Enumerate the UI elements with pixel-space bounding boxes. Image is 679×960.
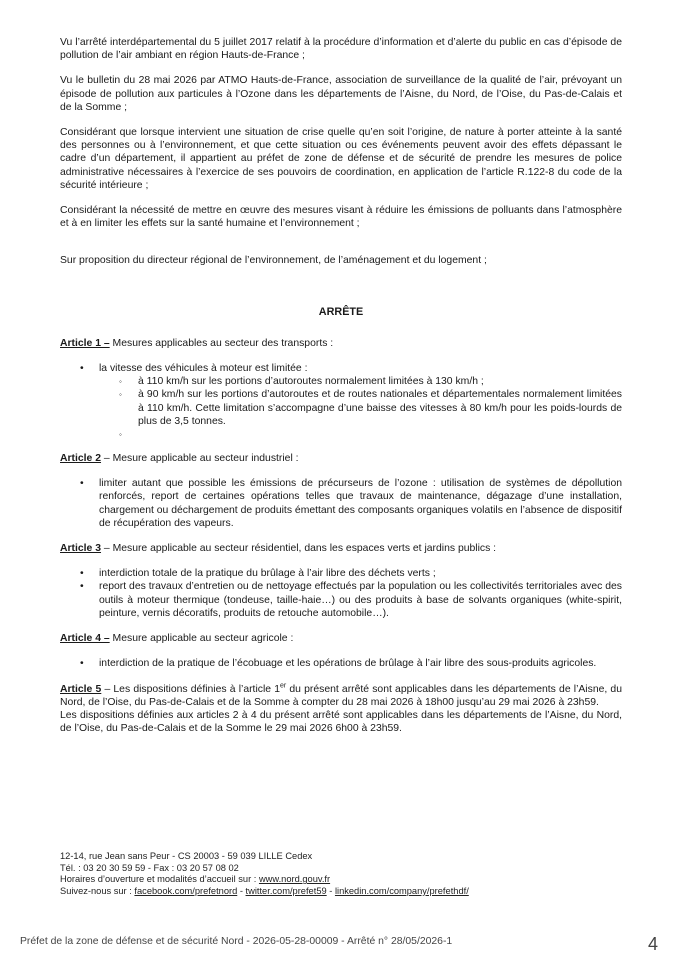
article-1-bullet: la vitesse des véhicules à moteur est limitée : [99,363,308,375]
document-body [60,36,622,735]
footer-separator: - [326,885,335,896]
article-2-label: Article 2 [60,453,102,465]
list-item-empty [99,428,622,440]
article-5-paragraph-2: Les dispositions définies aux articles 2 à 4 du présent arrêté sont applicables dans les départements de l’Aisne, du Nord, de l’Oise, du Pas-de-Calais et de la Somme le 29 mai 2026 6h00 à 23h59. [60,709,622,735]
article-2-list [60,477,622,530]
list-item: • interdiction de la pratique de l’écobuage et les opérations de brûlage à l’air libre des sous-produits agricoles. [60,657,622,670]
footer-separator: - [237,885,246,896]
article-4-label: Article 4 – [60,633,110,645]
footer-hours-label: Horaires d’ouverture et modalités d’accueil sur : [60,874,259,885]
list-item: ◦ à 110 km/h sur les portions d’autoroutes normalement limitées à 130 km/h ; [99,375,622,388]
footer-follow-label: Suivez-nous sur : [60,885,135,896]
article-3-heading [60,542,622,555]
article-4-heading [60,632,622,645]
article-5-sup: er [279,682,287,690]
list-item: • limiter autant que possible les émissions de précurseurs de l’ozone : utilisation de systèmes de dépollution renforcés, report de certaines opérations telles que travaux de maintenance, dégazage d’une installation, chargement ou déchargement de produits émettant des composants organiques volatils en l’absence de dispositif de récupération des vapeurs. [60,477,622,530]
article-3-list [60,567,622,620]
footer-address-block [60,851,469,897]
article-5-text-b: du présent arrêté sont applicables dans les départements de l’Aisne, du Nord, de l’Oise, du Pas-de-Calais et de la Somme à compter du 28 mai 2026 à 18h00 jusqu’au 29 mai 2026 à 23h59. [60,683,622,708]
consideration-1: Vu l’arrêté interdépartemental du 5 juillet 2017 relatif à la procédure d’information et d’alerte du public en cas d’épisode de pollution de l’air ambiant en région Hauts-de-France ; [60,37,622,62]
list-item: ◦ à 90 km/h sur les portions d’autoroutes et de routes nationales et départementales normalement limitées à 110 km/h. Cette limitation s’accompagne d’une baisse des vitesses à 80 km/h pour les poids-lourds de plus de 3,5 tonnes. [99,388,622,428]
twitter-link[interactable]: twitter.com/prefet59 [245,885,327,896]
decree-title: ARRÊTE [318,305,364,318]
website-link[interactable]: www.nord.gouv.fr [258,874,331,885]
article-2-heading [60,452,622,465]
footer-phone: Tél. : 03 20 30 59 59 - Fax : 03 20 57 08 02 [60,862,239,873]
article-1-list [60,362,622,440]
article-1-sublist [99,375,622,440]
article-1-label: Article 1 – [60,337,110,349]
footer-hours [60,874,469,886]
article-1-text: Mesures applicables au secteur des transports : [109,337,334,349]
article-5-label: Article 5 [60,683,102,695]
footer-social [60,886,469,898]
list-item [60,362,622,440]
article-3-label: Article 3 [60,543,102,555]
proposal-paragraph: Sur proposition du directeur régional de l’environnement, de l’aménagement et du logement ; [60,255,487,267]
list-item: • interdiction totale de la pratique du brûlage à l’air libre des déchets verts ; [60,567,622,580]
article-4-list [60,657,622,670]
article-5-paragraph [60,683,622,709]
list-item: • report des travaux d’entretien ou de nettoyage effectués par la population ou les collectivités territoriales avec des outils à moteur thermique (tondeuse, taille-haie…) ou des produits à base de solvants organiques (white-spirit, peinture, vernis décoratifs, produits de retouche automobile…). [60,580,622,620]
facebook-link[interactable]: facebook.com/prefetnord [134,885,238,896]
article-2-text: – Mesure applicable au secteur industriel : [101,453,299,465]
consideration-3: Considérant que lorsque intervient une situation de crise quelle qu’en soit l’origine, de nature à porter atteinte à la santé des personnes ou à l’environnement, et que cette situation ou ces événements peuvent avoir des effets dépassant le cadre d’un département, il appartient au préfet de zone de défense et de sécurité de prendre les mesures de police administrative nécessaires à l’exercice de ses pouvoirs de coordination, en application de l’article R.122-8 du code de la sécurité intérieure ; [60,127,622,191]
linkedin-link[interactable]: linkedin.com/company/prefethdf/ [334,885,469,896]
page-number: 4 [648,934,659,954]
document-reference: Préfet de la zone de défense et de sécurité Nord - 2026-05-28-00009 - Arrêté n° 28/05/2026-1 [20,936,453,947]
article-1-heading [60,337,622,350]
consideration-2: Vu le bulletin du 28 mai 2026 par ATMO Hauts-de-France, association de surveillance de la qualité de l’air, prévoyant un épisode de pollution aux particules à l’Ozone dans les départements de l’Aisne, du Nord, de l’Oise, du Pas-de-Calais et de la Somme ; [60,75,622,113]
article-3-text: – Mesure applicable au secteur résidentiel, dans les espaces verts et jardins publics : [101,543,497,555]
footer-address: 12-14, rue Jean sans Peur - CS 20003 - 59 039 LILLE Cedex [60,851,313,861]
consideration-4: Considérant la nécessité de mettre en œuvre des mesures visant à réduire les émissions de polluants dans l’atmosphère et à en limiter les effets sur la santé humaine et l’environnement ; [60,205,622,230]
article-5-text-a: – Les dispositions définies à l’article 1 [101,683,280,695]
article-4-text: Mesure applicable au secteur agricole : [109,633,294,645]
